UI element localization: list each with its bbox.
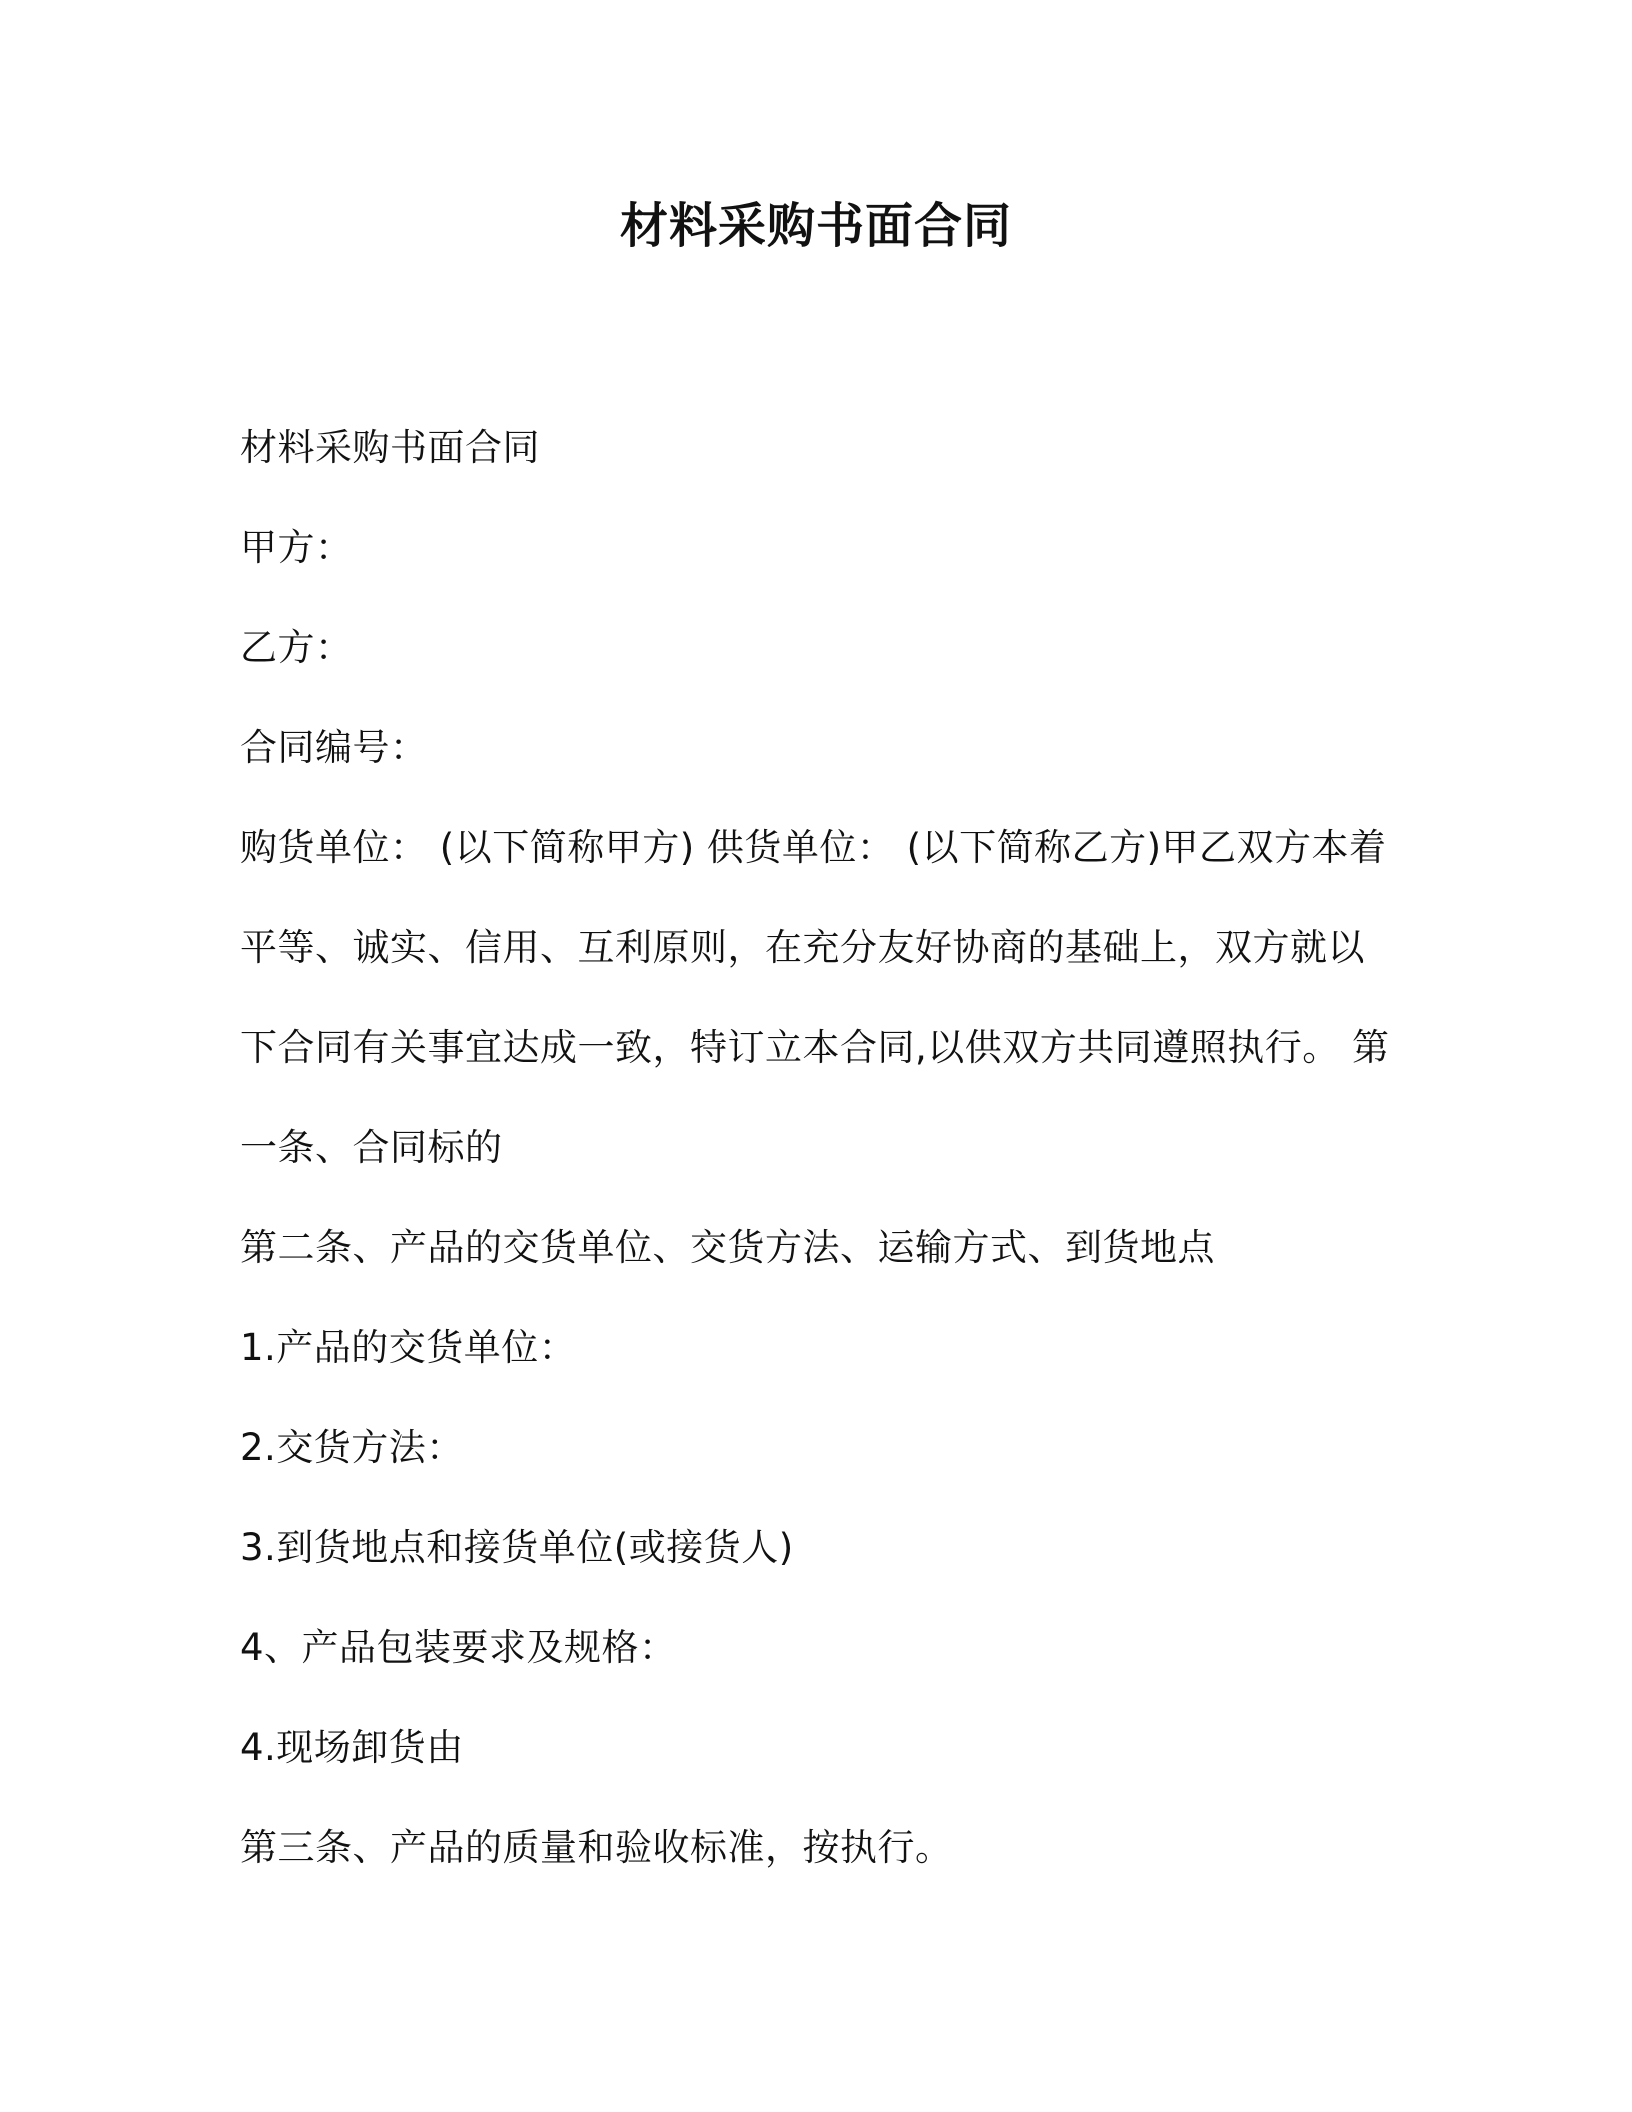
contract-name-line: 材料采购书面合同 — [240, 426, 540, 469]
contract-number-line: 合同编号： — [240, 726, 428, 769]
article-2-heading: 第二条、产品的交货单位、交货方法、运输方式、到货地点 — [240, 1226, 1215, 1269]
party-b-line: 乙方： — [240, 626, 353, 669]
clause-line: 2.交货方法： — [240, 1426, 464, 1469]
party-a-line: 甲方： — [240, 526, 353, 569]
article-3-heading: 第三条、产品的质量和验收标准，按执行。 — [240, 1826, 953, 1869]
paragraph-line: 下合同有关事宜达成一致，特订立本合同,以供双方共同遵照执行。 第 — [240, 1026, 1390, 1069]
clause-line: 3.到货地点和接货单位(或接货人) — [240, 1526, 794, 1569]
paragraph-line: 购货单位： (以下简称甲方) 供货单位： (以下简称乙方)甲乙双方本着 — [240, 826, 1387, 869]
clause-line: 4、产品包装要求及规格： — [240, 1626, 677, 1669]
clause-line: 4.现场卸货由 — [240, 1726, 464, 1769]
clause-line: 1.产品的交货单位： — [240, 1326, 577, 1369]
article-1-heading: 一条、合同标的 — [240, 1126, 503, 1169]
document-title: 材料采购书面合同 — [619, 198, 1012, 254]
paragraph-line: 平等、诚实、信用、互利原则，在充分友好协商的基础上，双方就以 — [240, 926, 1365, 969]
